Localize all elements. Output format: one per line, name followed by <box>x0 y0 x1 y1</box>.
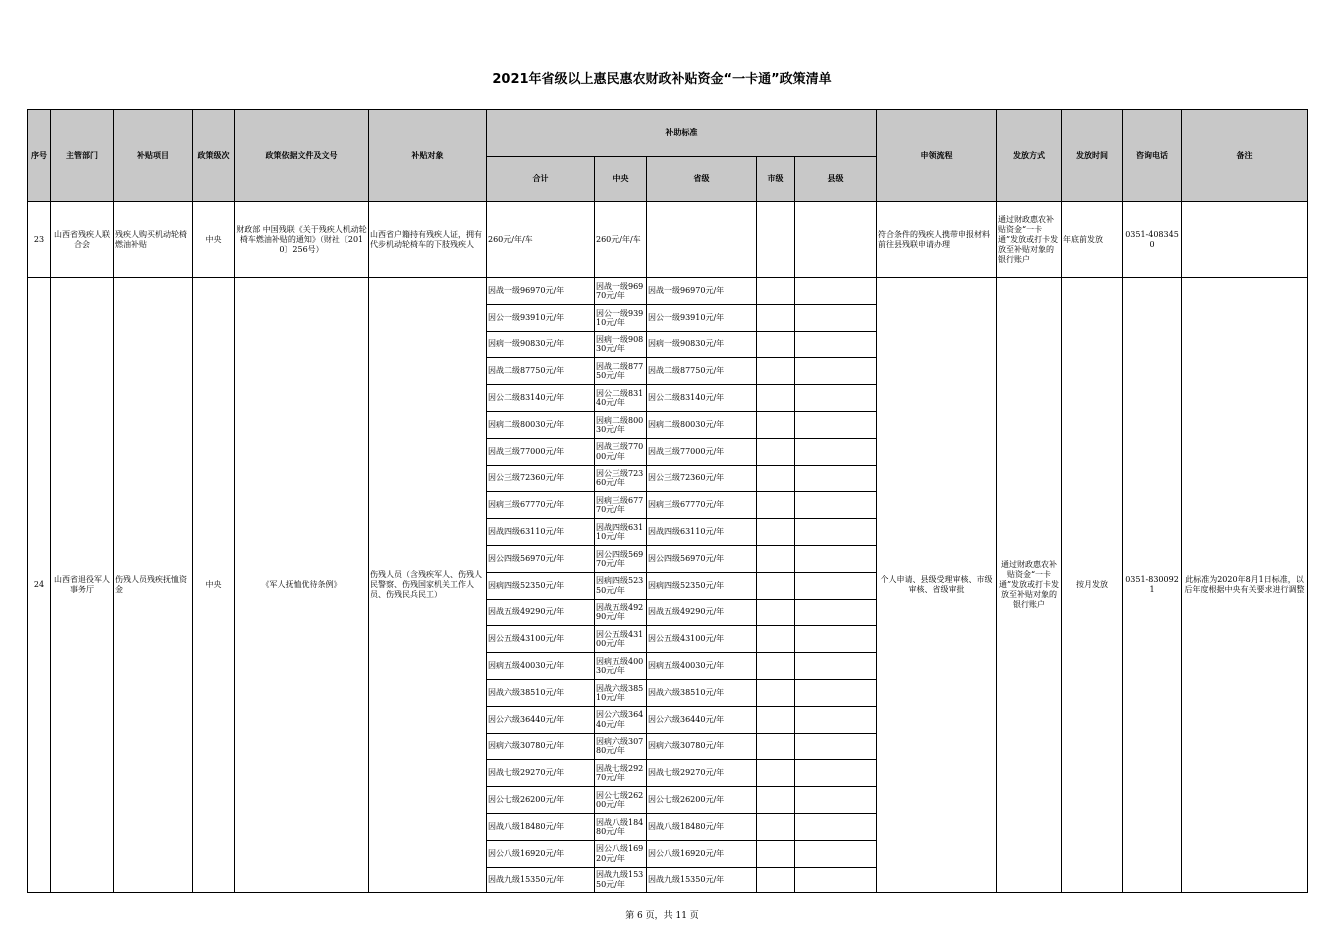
standard-city <box>757 385 795 412</box>
standard-central: 因病三级67770元/年 <box>595 492 647 519</box>
standard-province: 因公二级83140元/年 <box>647 385 757 412</box>
row23-phone: 0351-4083450 <box>1123 202 1182 278</box>
row23-central: 260元/年/车 <box>595 202 647 278</box>
col-central: 中央 <box>595 157 647 202</box>
table-row-23 <box>28 202 1308 278</box>
row24-process: 个人申请、县级受理审核、市级审核、省级审批 <box>877 278 997 893</box>
row24-level: 中央 <box>193 278 235 893</box>
standard-central: 因战二级87750元/年 <box>595 358 647 385</box>
standard-county <box>795 787 877 814</box>
standard-county <box>795 304 877 331</box>
standard-county <box>795 760 877 787</box>
standard-province: 因病六级30780元/年 <box>647 733 757 760</box>
row24-note: 此标准为2020年8月1日标准，以后年度根据中央有关要求进行调整 <box>1182 278 1308 893</box>
row23-item: 残疾人购买机动轮椅燃油补贴 <box>114 202 193 278</box>
standard-total: 因病二级80030元/年 <box>487 411 595 438</box>
row24-method: 通过财政惠农补贴资金“一卡通”发放或打卡发放至补贴对象的银行账户 <box>997 278 1062 893</box>
standard-county <box>795 653 877 680</box>
standard-city <box>757 465 795 492</box>
standard-central: 因公四级56970元/年 <box>595 545 647 572</box>
standard-total: 因病三级67770元/年 <box>487 492 595 519</box>
standard-central: 因战五级49290元/年 <box>595 599 647 626</box>
row23-method: 通过财政惠农补贴资金“一卡通”发放或打卡发放至补贴对象的银行账户 <box>997 202 1062 278</box>
standard-province: 因战九级15350元/年 <box>647 867 757 892</box>
standard-province: 因战六级38510元/年 <box>647 679 757 706</box>
col-seq: 序号 <box>28 110 51 202</box>
standard-province: 因战四级63110元/年 <box>647 519 757 546</box>
standard-total: 因战一级96970元/年 <box>487 278 595 305</box>
standard-county <box>795 411 877 438</box>
standard-province: 因病四级52350元/年 <box>647 572 757 599</box>
standard-total: 因公一级93910元/年 <box>487 304 595 331</box>
standard-total: 因公二级83140元/年 <box>487 385 595 412</box>
row23-county <box>795 202 877 278</box>
standard-province: 因公五级43100元/年 <box>647 626 757 653</box>
standard-county <box>795 679 877 706</box>
col-time: 发放时间 <box>1062 110 1123 202</box>
standard-province: 因病一级90830元/年 <box>647 331 757 358</box>
col-target: 补贴对象 <box>369 110 487 202</box>
col-process: 申领流程 <box>877 110 997 202</box>
standard-city <box>757 572 795 599</box>
standard-total: 因战七级29270元/年 <box>487 760 595 787</box>
standard-city <box>757 626 795 653</box>
col-province: 省级 <box>647 157 757 202</box>
standard-province: 因战二级87750元/年 <box>647 358 757 385</box>
standard-central: 因战六级38510元/年 <box>595 679 647 706</box>
standard-central: 因病四级52350元/年 <box>595 572 647 599</box>
row23-note <box>1182 202 1308 278</box>
standard-province: 因战八级18480元/年 <box>647 813 757 840</box>
standard-province: 因公六级36440元/年 <box>647 706 757 733</box>
col-dept: 主管部门 <box>51 110 114 202</box>
standard-total: 因公七级26200元/年 <box>487 787 595 814</box>
page-footer: 第 6 页，共 11 页 <box>625 911 699 921</box>
page-title: 2021年省级以上惠民惠农财政补贴资金“一卡通”政策清单 <box>492 72 832 87</box>
standard-city <box>757 278 795 305</box>
col-item: 补贴项目 <box>114 110 193 202</box>
standard-county <box>795 331 877 358</box>
standard-total: 因战九级15350元/年 <box>487 867 595 892</box>
standard-county <box>795 519 877 546</box>
standard-city <box>757 304 795 331</box>
col-standard: 补助标准 <box>487 110 877 157</box>
standard-city <box>757 813 795 840</box>
standard-total: 因战四级63110元/年 <box>487 519 595 546</box>
standard-central: 因公一级93910元/年 <box>595 304 647 331</box>
standard-central: 因战一级96970元/年 <box>595 278 647 305</box>
standard-city <box>757 733 795 760</box>
standard-county <box>795 867 877 892</box>
row23-total: 260元/年/车 <box>487 202 595 278</box>
standard-central: 因战七级29270元/年 <box>595 760 647 787</box>
standard-city <box>757 840 795 867</box>
standard-central: 因战三级77000元/年 <box>595 438 647 465</box>
row24-seq: 24 <box>28 278 51 893</box>
standard-province: 因公八级16920元/年 <box>647 840 757 867</box>
row24-basis: 《军人抚恤优待条例》 <box>235 278 369 893</box>
standard-total: 因战二级87750元/年 <box>487 358 595 385</box>
standard-province: 因公四级56970元/年 <box>647 545 757 572</box>
table-row-24-group <box>28 278 1308 893</box>
standard-province: 因战一级96970元/年 <box>647 278 757 305</box>
standard-province: 因公七级26200元/年 <box>647 787 757 814</box>
standard-province: 因病三级67770元/年 <box>647 492 757 519</box>
row23-target: 山西省户籍持有残疾人证，拥有代步机动轮椅车的下肢残疾人 <box>369 202 487 278</box>
standard-city <box>757 545 795 572</box>
standard-total: 因病一级90830元/年 <box>487 331 595 358</box>
standard-central: 因公六级36440元/年 <box>595 706 647 733</box>
row24-time: 按月发放 <box>1062 278 1123 893</box>
standard-total: 因战五级49290元/年 <box>487 599 595 626</box>
standard-city <box>757 867 795 892</box>
row24-item: 伤残人员残疾抚恤资金 <box>114 278 193 893</box>
standard-county <box>795 492 877 519</box>
col-basis: 政策依据文件及文号 <box>235 110 369 202</box>
standard-county <box>795 733 877 760</box>
row24-dept: 山西省退役军人事务厅 <box>51 278 114 893</box>
standard-city <box>757 358 795 385</box>
standard-county <box>795 438 877 465</box>
standard-central: 因病六级30780元/年 <box>595 733 647 760</box>
standard-county <box>795 545 877 572</box>
standard-county <box>795 572 877 599</box>
standard-city <box>757 760 795 787</box>
standard-central: 因公三级72360元/年 <box>595 465 647 492</box>
standard-city <box>757 519 795 546</box>
row23-seq: 23 <box>28 202 51 278</box>
standard-total: 因公四级56970元/年 <box>487 545 595 572</box>
standard-row <box>28 278 1308 305</box>
standard-province: 因病二级80030元/年 <box>647 411 757 438</box>
standard-city <box>757 438 795 465</box>
standard-county <box>795 813 877 840</box>
standard-total: 因战三级77000元/年 <box>487 438 595 465</box>
row23-level: 中央 <box>193 202 235 278</box>
row23-process: 符合条件的残疾人携带申报材料前往县残联申请办理 <box>877 202 997 278</box>
standard-central: 因公二级83140元/年 <box>595 385 647 412</box>
header-row <box>28 110 1308 157</box>
standard-city <box>757 492 795 519</box>
standard-total: 因病五级40030元/年 <box>487 653 595 680</box>
col-method: 发放方式 <box>997 110 1062 202</box>
row23-time: 年底前发放 <box>1062 202 1123 278</box>
col-level: 政策级次 <box>193 110 235 202</box>
standard-total: 因战八级18480元/年 <box>487 813 595 840</box>
standard-total: 因公六级36440元/年 <box>487 706 595 733</box>
standard-central: 因病五级40030元/年 <box>595 653 647 680</box>
row23-basis: 财政部 中国残联《关于残疾人机动轮椅车燃油补贴的通知》（财社〔2010〕256号） <box>235 202 369 278</box>
standard-total: 因病四级52350元/年 <box>487 572 595 599</box>
standard-total: 因公八级16920元/年 <box>487 840 595 867</box>
standard-central: 因公五级43100元/年 <box>595 626 647 653</box>
standard-total: 因公五级43100元/年 <box>487 626 595 653</box>
col-phone: 咨询电话 <box>1123 110 1182 202</box>
col-city: 市级 <box>757 157 795 202</box>
standard-central: 因战四级63110元/年 <box>595 519 647 546</box>
policy-table <box>27 109 1308 893</box>
standard-total: 因病六级30780元/年 <box>487 733 595 760</box>
standard-city <box>757 787 795 814</box>
standard-county <box>795 599 877 626</box>
standard-province: 因公三级72360元/年 <box>647 465 757 492</box>
standard-central: 因病二级80030元/年 <box>595 411 647 438</box>
row23-city <box>757 202 795 278</box>
row23-province <box>647 202 757 278</box>
col-note: 备注 <box>1182 110 1308 202</box>
col-total: 合计 <box>487 157 595 202</box>
row24-phone: 0351-8300921 <box>1123 278 1182 893</box>
standard-city <box>757 706 795 733</box>
standard-total: 因战六级38510元/年 <box>487 679 595 706</box>
standard-city <box>757 331 795 358</box>
row23-dept: 山西省残疾人联合会 <box>51 202 114 278</box>
standard-city <box>757 679 795 706</box>
col-county: 县级 <box>795 157 877 202</box>
standard-central: 因公七级26200元/年 <box>595 787 647 814</box>
standard-county <box>795 385 877 412</box>
standard-county <box>795 626 877 653</box>
standard-county <box>795 358 877 385</box>
standard-central: 因战九级15350元/年 <box>595 867 647 892</box>
standard-province: 因战三级77000元/年 <box>647 438 757 465</box>
row24-target: 伤残人员（含残疾军人、伤残人民警察、伤残国家机关工作人员、伤残民兵民工） <box>369 278 487 893</box>
standard-city <box>757 653 795 680</box>
standard-province: 因战七级29270元/年 <box>647 760 757 787</box>
standard-city <box>757 411 795 438</box>
standard-central: 因战八级18480元/年 <box>595 813 647 840</box>
standard-central: 因公八级16920元/年 <box>595 840 647 867</box>
standard-county <box>795 840 877 867</box>
standard-county <box>795 465 877 492</box>
standard-central: 因病一级90830元/年 <box>595 331 647 358</box>
standard-province: 因战五级49290元/年 <box>647 599 757 626</box>
standard-county <box>795 278 877 305</box>
standard-province: 因病五级40030元/年 <box>647 653 757 680</box>
standard-city <box>757 599 795 626</box>
standard-county <box>795 706 877 733</box>
standard-total: 因公三级72360元/年 <box>487 465 595 492</box>
standard-province: 因公一级93910元/年 <box>647 304 757 331</box>
